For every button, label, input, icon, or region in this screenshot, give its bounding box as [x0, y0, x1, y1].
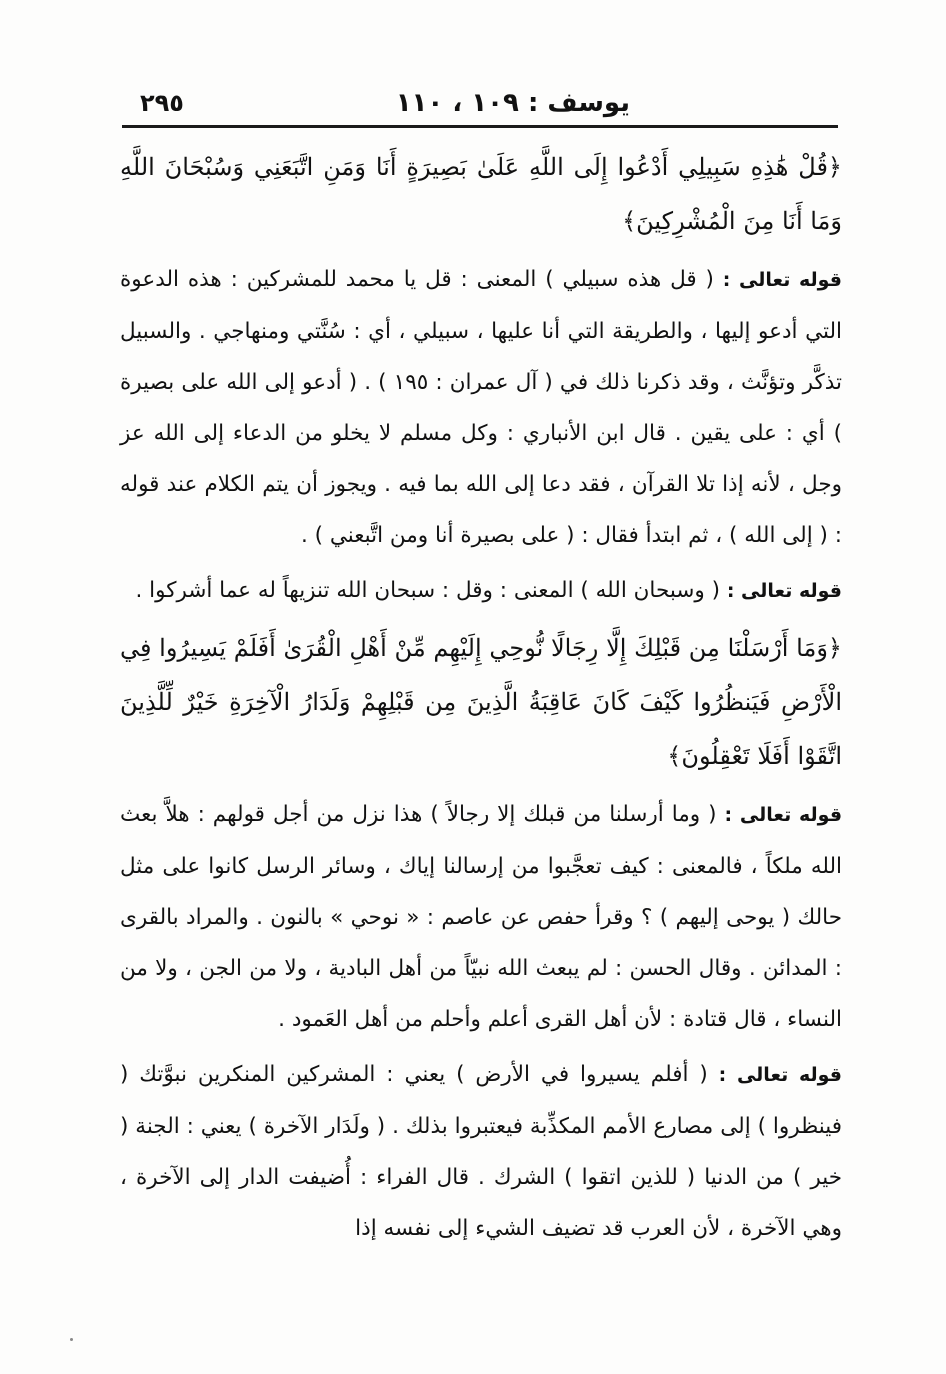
page-body: [120, 140, 842, 1258]
commentary-paragraph: [120, 789, 842, 1045]
commentary-lead: قوله تعالى :: [726, 580, 842, 602]
commentary-text: ( وما أرسلنا من قبلك إلا رجالاً ) هذا نزل من أجل قولهم : هلاَّ بعث الله ملكاً ، فالمعنى : كيف تعجَّبوا من إرسالنا إياك ، وسائر الرسل كانوا على مثل حالك ( يوحى إليهم ) ؟ وقرأ حفص عن عاصم : « نوحي » بالنون . والمراد بالقرى : المدائن . وقال الحسن : لم يبعث الله نبيّاً من أهل البادية ، ولا من الجن ، ولا من النساء ، قال قتادة : لأن أهل القرى أعلم وأحلم من أهل العَمود .: [120, 802, 842, 1032]
commentary-text: ( قل هذه سبيلي ) المعنى : قل يا محمد للمشركين : هذه الدعوة التي أدعو إليها ، والطريقة التي أنا عليها ، سبيلي ، أي : سُنَّتي ومنهاجي . والسبيل تذكَّر وتؤنَّث ، وقد ذكرنا ذلك في ( آل عمران : ١٩٥ ) . ( أدعو إلى الله على بصيرة ) أي : على يقين . قال ابن الأنباري : وكل مسلم لا يخلو من الدعاء إلى الله عز وجل ، لأنه إذا تلا القرآن ، فقد دعا إلى الله بما فيه . ويجوز أن يتم الكلام عند قوله : ( إلى الله ) ، ثم ابتدأ فقال : ( على بصيرة أنا ومن اتَّبعني ) .: [120, 267, 842, 548]
header-divider: [122, 125, 838, 128]
commentary-lead: قوله تعالى :: [718, 1064, 842, 1086]
commentary-lead: قوله تعالى :: [724, 804, 843, 826]
scan-speck: [70, 1338, 73, 1341]
commentary-paragraph: [120, 1049, 842, 1254]
page-header: [120, 88, 840, 122]
page-number: ٢٩٥: [140, 89, 184, 117]
commentary-lead: قوله تعالى :: [722, 269, 842, 291]
quran-verse-109: ﴿قُلْ هَٰذِهِ سَبِيلِي أَدْعُوا إِلَى اللَّهِ عَلَىٰ بَصِيرَةٍ أَنَا وَمَنِ اتَّبَعَنِي وَسُبْحَانَ اللَّهِ وَمَا أَنَا مِنَ الْمُشْرِكِينَ﴾: [120, 153, 842, 235]
commentary-text: ( وسبحان الله ) المعنى : وقل : سبحان الله تنزيهاً له عما أشركوا .: [135, 578, 727, 603]
running-title: يوسف : ١٠٩ ، ١١٠: [395, 88, 630, 118]
quran-verse-110: ﴿وَمَا أَرْسَلْنَا مِن قَبْلِكَ إِلَّا رِجَالًا نُّوحِي إِلَيْهِم مِّنْ أَهْلِ الْقُرَىٰ أَفَلَمْ يَسِيرُوا فِي الْأَرْضِ فَيَنظُرُوا كَيْفَ كَانَ عَاقِبَةُ الَّذِينَ مِن قَبْلِهِمْ وَلَدَارُ الْآخِرَةِ خَيْرٌ لِّلَّذِينَ اتَّقَوْا أَفَلَا تَعْقِلُونَ﴾: [120, 634, 842, 770]
commentary-text: ( أفلم يسيروا في الأرض ) يعني : المشركين المنكرين نبوَّتك ( فينظروا ) إلى مصارع الأمم المكذِّبة فيعتبروا بذلك . ( ولَدَار الآخرة ) يعني : الجنة ( خير ) من الدنيا ( للذين اتقوا ) الشرك . قال الفراء : أُضيفت الدار إلى الآخرة ، وهي الآخرة ، لأن العرب قد تضيف الشيء إلى نفسه إذا: [120, 1062, 842, 1241]
commentary-paragraph: [120, 565, 842, 617]
commentary-paragraph: [120, 254, 842, 561]
